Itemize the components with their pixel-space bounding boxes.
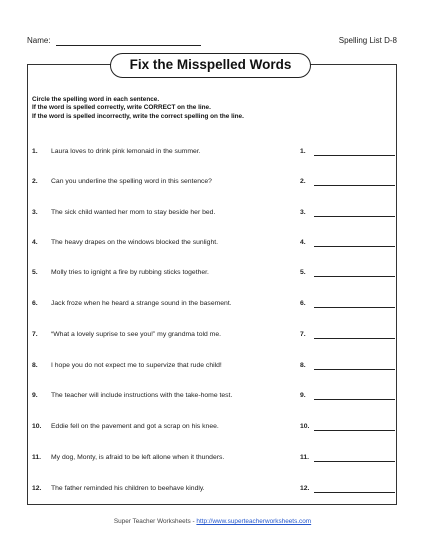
answer-number: 10.	[300, 423, 310, 430]
answer-number: 9.	[300, 392, 306, 399]
question-row	[32, 454, 394, 466]
question-sentence: “What a lovely suprise to see you!” my grandma told me.	[51, 331, 221, 338]
question-row	[32, 209, 394, 221]
answer-number: 12.	[300, 485, 310, 492]
question-row	[32, 148, 394, 160]
question-row	[32, 269, 394, 281]
instruction-line: If the word is spelled incorrectly, write the correct spelling on the line.	[32, 112, 244, 120]
answer-number: 4.	[300, 239, 306, 246]
answer-line[interactable]	[314, 461, 395, 462]
question-row	[32, 300, 394, 312]
question-sentence: The teacher will include instructions with the take-home test.	[51, 392, 233, 399]
answer-number: 1.	[300, 148, 306, 155]
answer-number: 3.	[300, 209, 306, 216]
answer-line[interactable]	[314, 399, 395, 400]
footer-site-name: Super Teacher Worksheets	[113, 518, 191, 525]
answer-line[interactable]	[314, 369, 395, 370]
question-number: 1.	[32, 148, 38, 155]
question-row	[32, 331, 394, 343]
question-row	[32, 423, 394, 435]
instructions	[32, 96, 244, 121]
answer-number: 6.	[300, 300, 306, 307]
answer-line[interactable]	[314, 492, 395, 493]
answer-line[interactable]	[314, 216, 395, 217]
question-number: 11.	[32, 454, 42, 461]
spelling-list-label: Spelling List D-8	[338, 36, 397, 45]
question-number: 6.	[32, 300, 38, 307]
question-sentence: Eddie fell on the pavement and got a scrap on his knee.	[51, 423, 219, 430]
question-number: 7.	[32, 331, 38, 338]
question-number: 3.	[32, 209, 38, 216]
question-sentence: Can you underline the spelling word in this sentence?	[51, 178, 212, 185]
question-sentence: The heavy drapes on the windows blocked the sunlight.	[51, 239, 219, 246]
question-sentence: Molly tries to ignight a fire by rubbing sticks together.	[51, 269, 209, 276]
answer-line[interactable]	[314, 155, 395, 156]
question-number: 9.	[32, 392, 38, 399]
answer-line[interactable]	[314, 430, 395, 431]
question-sentence: The sick child wanted her mom to stay beside her bed.	[51, 209, 216, 216]
question-number: 8.	[32, 362, 38, 369]
answer-line[interactable]	[314, 276, 395, 277]
instruction-line: Circle the spelling word in each sentence.	[32, 96, 160, 103]
answer-line[interactable]	[314, 307, 395, 308]
name-line	[56, 45, 201, 46]
question-sentence: The father reminded his children to beehave kindly.	[51, 485, 205, 492]
answer-number: 5.	[300, 269, 306, 276]
question-sentence: Jack froze when he heard a strange sound in the basement.	[51, 300, 232, 307]
question-number: 12.	[32, 485, 42, 492]
worksheet-frame	[27, 64, 397, 505]
page-footer	[0, 518, 425, 525]
question-sentence: I hope you do not expect me to supervize that rude child!	[51, 362, 222, 369]
question-number: 10.	[32, 423, 42, 430]
answer-number: 8.	[300, 362, 306, 369]
question-row	[32, 392, 394, 404]
worksheet-title: Fix the Misspelled Words	[110, 53, 311, 78]
footer-separator: -	[192, 518, 195, 525]
question-number: 5.	[32, 269, 38, 276]
question-sentence: Laura loves to drink pink lemonaid in the summer.	[51, 148, 201, 155]
question-row	[32, 362, 394, 374]
worksheet-header	[27, 36, 397, 48]
question-row	[32, 485, 394, 497]
instruction-line: If the word is spelled correctly, write CORRECT on the line.	[32, 104, 211, 112]
answer-number: 11.	[300, 454, 310, 461]
question-sentence: My dog, Monty, is afraid to be left allone when it thunders.	[51, 454, 225, 461]
answer-line[interactable]	[314, 185, 395, 186]
question-row	[32, 239, 394, 251]
question-number: 4.	[32, 239, 38, 246]
question-number: 2.	[32, 178, 38, 185]
answer-number: 7.	[300, 331, 306, 338]
answer-number: 2.	[300, 178, 306, 185]
answer-line[interactable]	[314, 338, 395, 339]
answer-line[interactable]	[314, 246, 395, 247]
footer-url-link[interactable]: http://www.superteacherworksheets.com	[196, 518, 312, 525]
name-label: Name:	[27, 36, 51, 45]
question-row	[32, 178, 394, 190]
